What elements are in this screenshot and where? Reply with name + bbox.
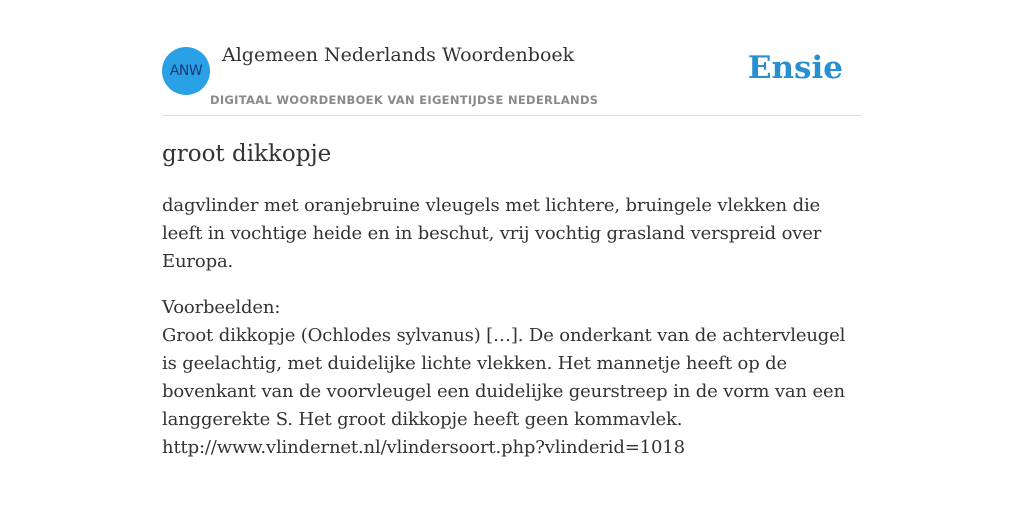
anw-logo[interactable]: ANW [162,47,210,95]
ensie-brand-logo[interactable]: Ensie [747,50,843,86]
example-text: Groot dikkopje (Ochlodes sylvanus) […]. De onderkant van de achtervleugel is geelachtig, met duidelijke lichte vlekken. Het mannetje heeft op de bovenkant van de voorvleugel een duidelijke geurstreep in de vorm van een langgerekte S. Het groot dikkopje heeft geen kommavlek. [162,325,846,430]
site-title[interactable]: Algemeen Nederlands Woordenboek [222,44,575,66]
entry-content [162,138,862,462]
site-subtitle: DIGITAAL WOORDENBOEK VAN EIGENTIJDSE NEDERLANDS [210,93,599,107]
entry-definition: dagvlinder met oranjebruine vleugels met lichtere, bruingele vlekken die leeft in vochtige heide en in beschut, vrij vochtig grasland verspreid over Europa. [162,195,822,272]
source-link[interactable]: http://www.vlindernet.nl/vlindersoort.php?vlinderid=1018 [162,437,685,458]
examples-label: Voorbeelden: [162,297,281,318]
entry-title: groot dikkopje [162,141,332,167]
entry-examples [162,294,862,462]
site-header [162,0,862,116]
